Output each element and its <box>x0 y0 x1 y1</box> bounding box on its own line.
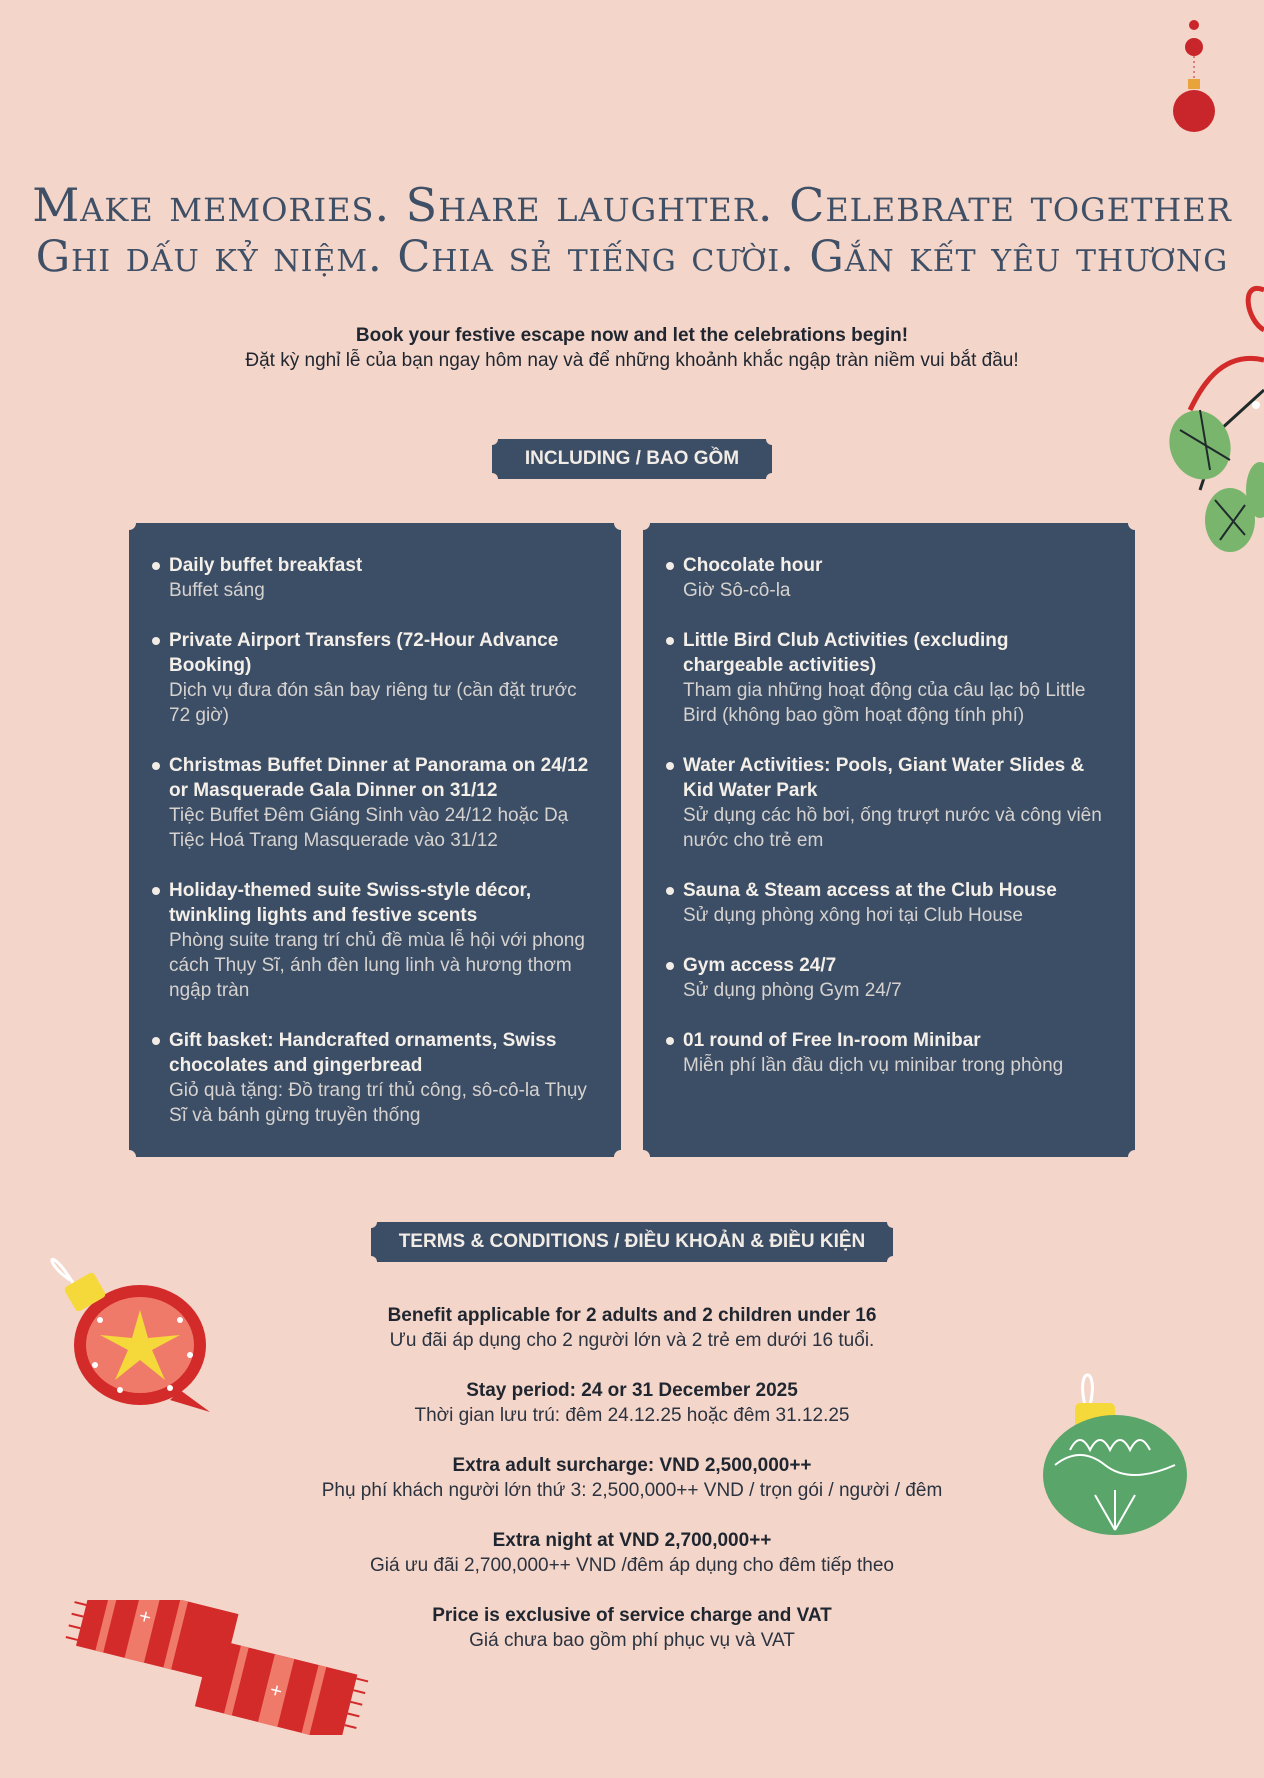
list-item: Chocolate hour Giờ Sô-cô-la <box>683 553 1105 603</box>
intro <box>0 323 1264 373</box>
term-item: Extra night at VND 2,700,000++ Giá ưu đãi 2,700,000++ VND /đêm áp dụng cho đêm tiếp theo <box>370 1530 894 1576</box>
headline-english: Make memories. Share laughter. Celebrate together <box>32 178 1232 232</box>
list-item: Little Bird Club Activities (excluding chargeable activities) Tham gia những hoạt động của câu lạc bộ Little Bird (không bao gồm hoạt động tính phí) <box>683 628 1105 728</box>
terms-heading <box>371 1222 893 1262</box>
headline-vietnamese: Ghi dấu kỷ niệm. Chia sẻ tiếng cười. Gắn kết yêu thương <box>35 232 1229 282</box>
list-item: 01 round of Free In-room Minibar Miễn phí lần đầu dịch vụ minibar trong phòng <box>683 1028 1105 1078</box>
list-item: Water Activities: Pools, Giant Water Slides & Kid Water Park Sử dụng các hồ bơi, ống trượt nước và công viên nước cho trẻ em <box>683 753 1105 853</box>
list-item: Gift basket: Handcrafted ornaments, Swiss chocolates and gingerbread Giỏ quà tặng: Đồ trang trí thủ công, sô-cô-la Thụy Sĩ và bánh gừng truyền thống <box>169 1028 591 1128</box>
intro-vietnamese: Đặt kỳ nghỉ lễ của bạn ngay hôm nay và để những khoảnh khắc ngập tràn niềm vui bắt đầu! <box>245 350 1019 371</box>
term-item: Price is exclusive of service charge and VAT Giá chưa bao gồm phí phục vụ và VAT <box>432 1605 832 1651</box>
terms-list <box>0 1303 1264 1678</box>
terms-heading-label: TERMS & CONDITIONS / ĐIỀU KHOẢN & ĐIỀU KIỆN <box>398 1231 866 1252</box>
including-panel-right <box>643 523 1135 1157</box>
term-item: Stay period: 24 or 31 December 2025 Thời gian lưu trú: đêm 24.12.25 hoặc đêm 31.12.25 <box>414 1380 850 1426</box>
list-item: Christmas Buffet Dinner at Panorama on 24/12 or Masquerade Gala Dinner on 31/12 Tiệc Buffet Đêm Giáng Sinh vào 24/12 hoặc Dạ Tiệc Hoá Trang Masquerade vào 31/12 <box>169 753 591 853</box>
including-heading-label: INCLUDING / BAO GỒM <box>524 448 740 469</box>
mistletoe-icon <box>1160 280 1264 560</box>
including-heading <box>492 439 772 479</box>
including-panel-left <box>129 523 621 1157</box>
term-item: Benefit applicable for 2 adults and 2 children under 16 Ưu đãi áp dụng cho 2 người lớn và 2 trẻ em dưới 16 tuổi. <box>387 1305 877 1351</box>
list-item: Holiday-themed suite Swiss-style décor, twinkling lights and festive scents Phòng suite trang trí chủ đề mùa lễ hội với phong cách Thụy Sĩ, ánh đèn lung linh và hương thơm ngập tràn <box>169 878 591 1003</box>
list-item: Daily buffet breakfast Buffet sáng <box>169 553 591 603</box>
list-item: Sauna & Steam access at the Club House Sử dụng phòng xông hơi tại Club House <box>683 878 1105 928</box>
intro-english: Book your festive escape now and let the celebrations begin! <box>355 325 909 346</box>
hanging-ornament-icon <box>1170 15 1216 135</box>
list-item: Private Airport Transfers (72-Hour Advance Booking) Dịch vụ đưa đón sân bay riêng tư (cần đặt trước 72 giờ) <box>169 628 591 728</box>
term-item: Extra adult surcharge: VND 2,500,000++ Phụ phí khách người lớn thứ 3: 2,500,000++ VND / trọn gói / người / đêm <box>321 1455 943 1501</box>
list-item: Gym access 24/7 Sử dụng phòng Gym 24/7 <box>683 953 1105 1003</box>
